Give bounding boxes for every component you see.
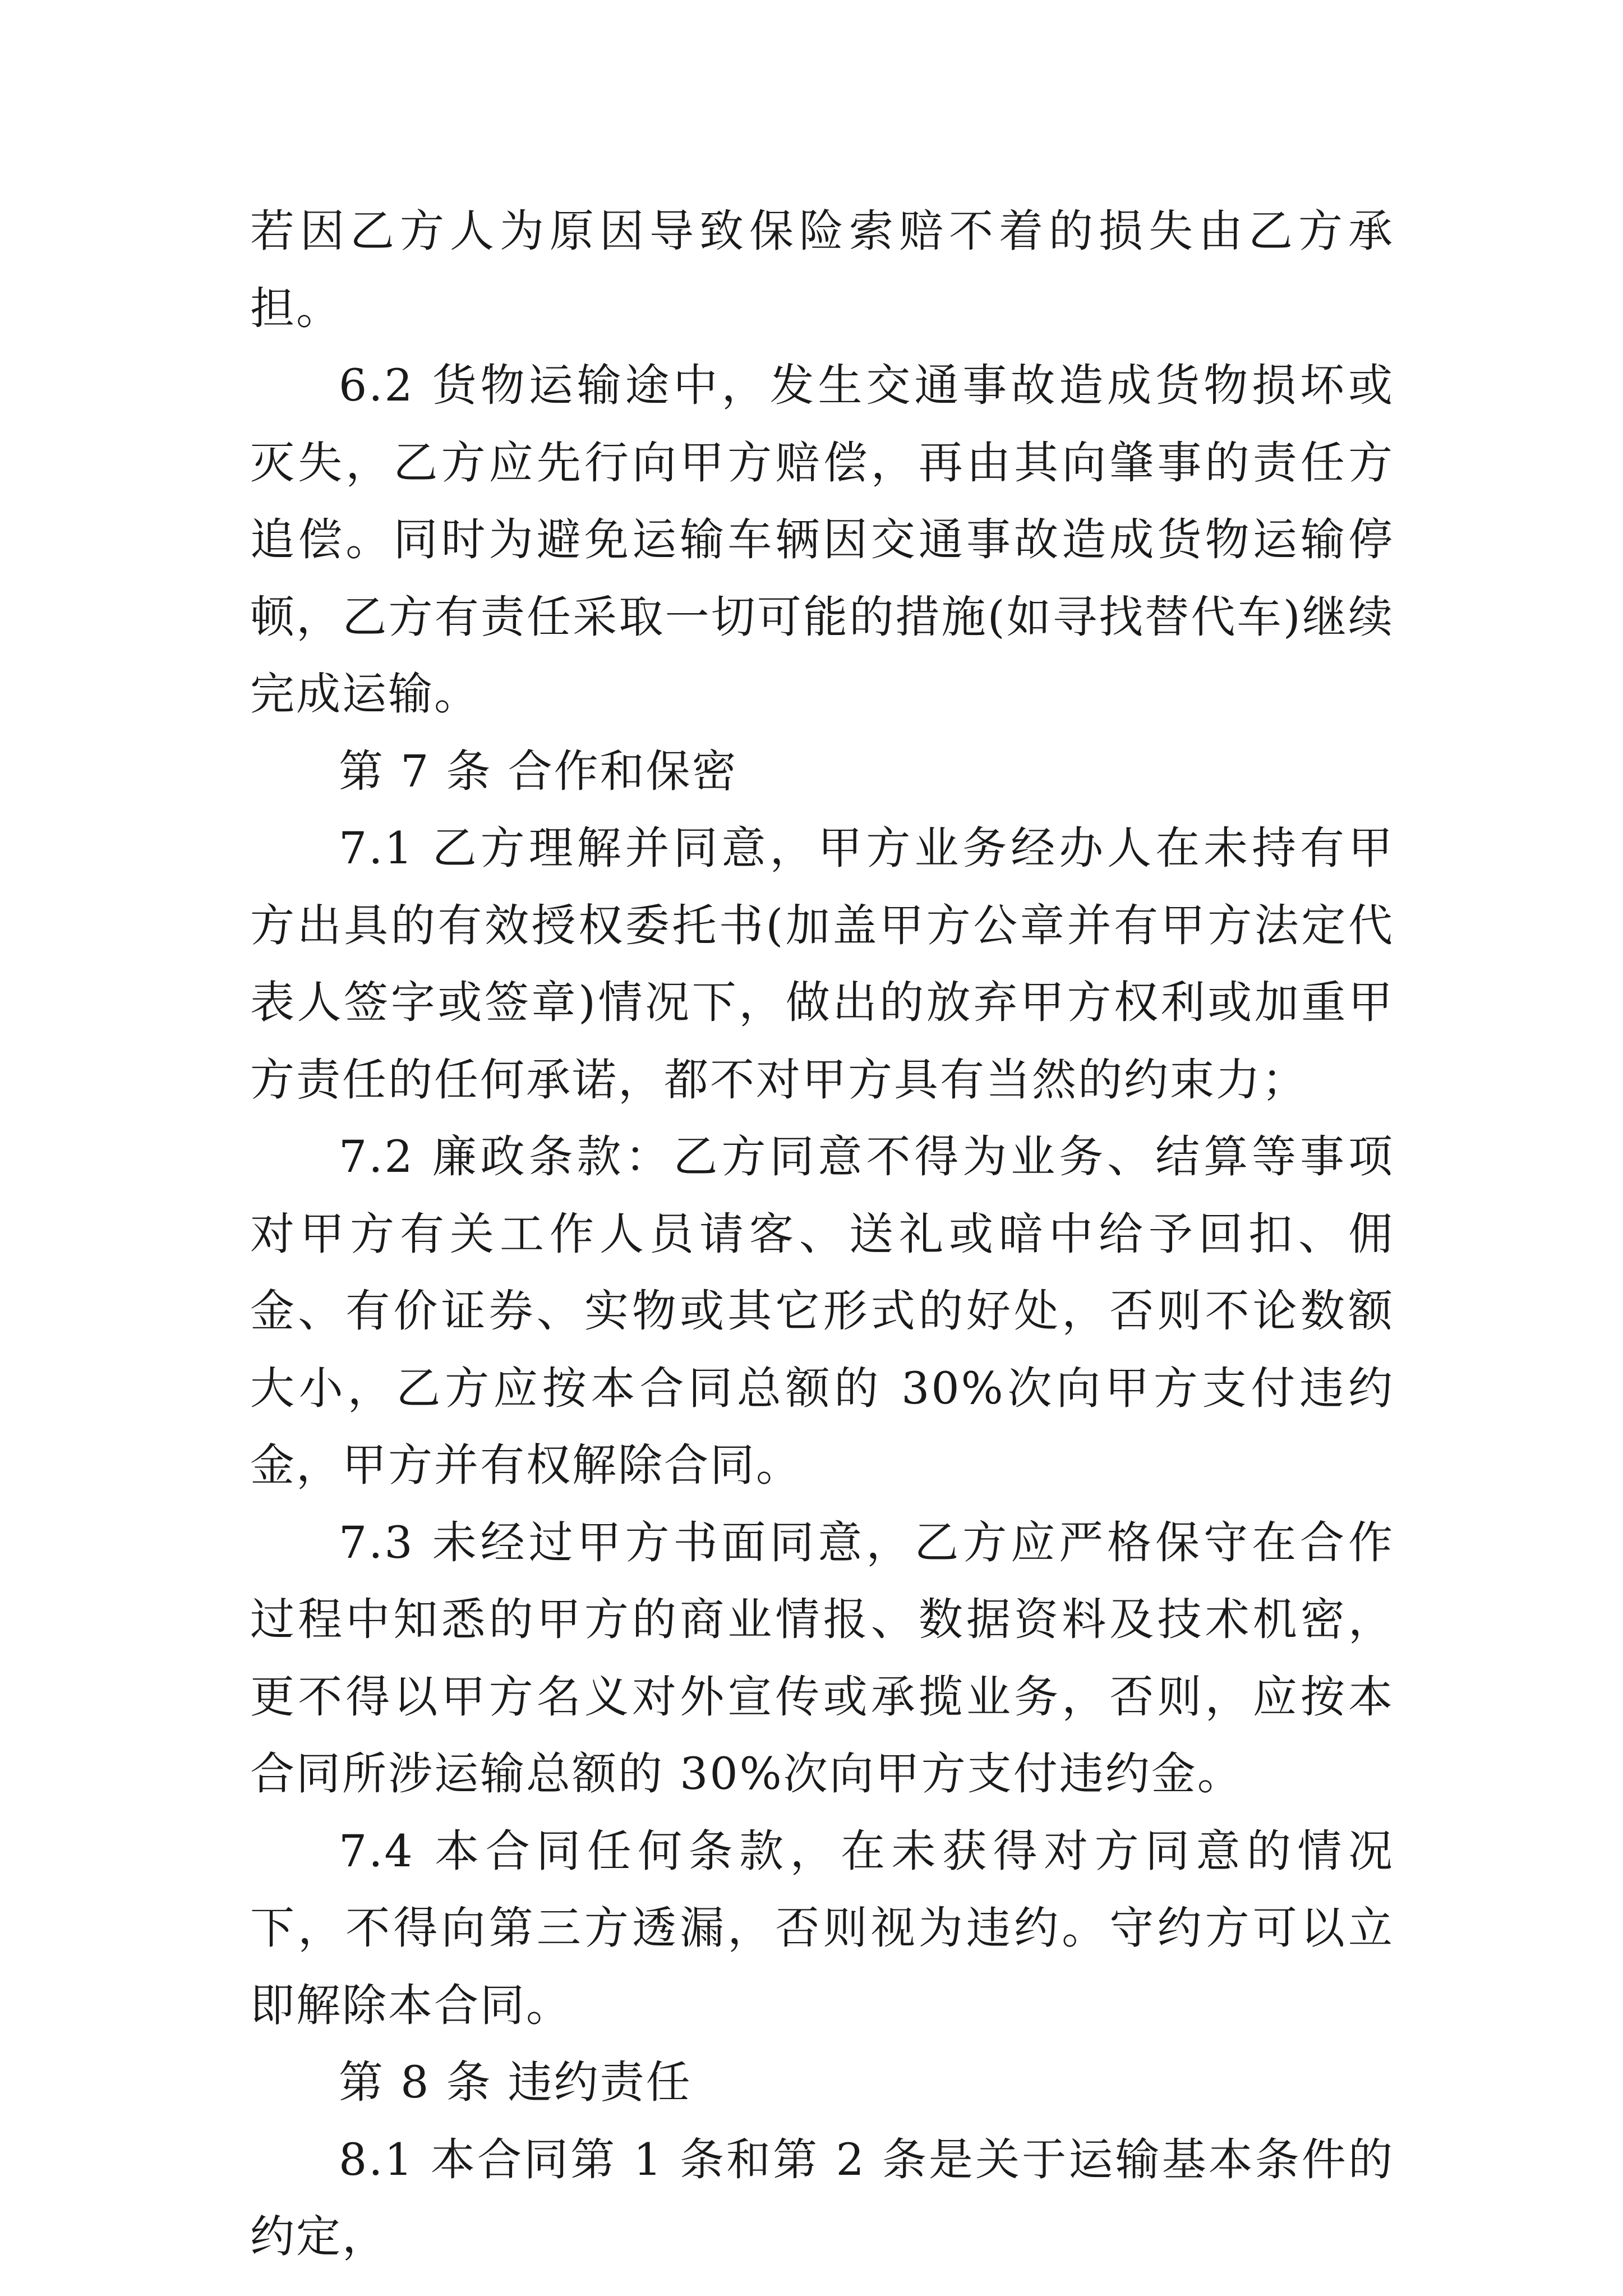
paragraph-clause-8-1: 8.1 本合同第 1 条和第 2 条是关于运输基本条件的约定，	[250, 2133, 1394, 2262]
section-heading-article-7: 第 7 条 合作和保密	[339, 745, 738, 797]
paragraph-insurance-loss: 若因乙方人为原因导致保险索赔不着的损失由乙方承担。	[250, 205, 1394, 334]
paragraph-clause-6-2: 6.2 货物运输途中，发生交通事故造成货物损坏或灭失，乙方应先行向甲方赔偿，再由其向肇事的责任方追偿。同时为避免运输车辆因交通事故造成货物运输停顿，乙方有责任采取一切可能的措施(如寻找替代车)继续完成运输。	[250, 360, 1394, 720]
paragraph-clause-7-1: 7.1 乙方理解并同意，甲方业务经办人在未持有甲方出具的有效授权委托书(加盖甲方公章并有甲方法定代表人签字或签章)情况下，做出的放弃甲方权利或加重甲方责任的任何承诺，都不对甲方具有当然的约束力；	[250, 822, 1394, 1106]
section-heading-article-8: 第 8 条 违约责任	[339, 2056, 692, 2108]
paragraph-clause-7-4: 7.4 本合同任何条款，在未获得对方同意的情况下，不得向第三方透漏，否则视为违约。守约方可以立即解除本合同。	[250, 1825, 1394, 2031]
paragraph-clause-7-2: 7.2 廉政条款：乙方同意不得为业务、结算等事项对甲方有关工作人员请客、送礼或暗中给予回扣、佣金、有价证券、实物或其它形式的好处，否则不论数额大小，乙方应按本合同总额的 30%次向甲方支付违约金，甲方并有权解除合同。	[250, 1131, 1394, 1491]
paragraph-clause-7-3: 7.3 未经过甲方书面同意，乙方应严格保守在合作过程中知悉的甲方的商业情报、数据资料及技术机密，更不得以甲方名义对外宣传或承揽业务，否则，应按本合同所涉运输总额的 30%次向甲方支付违约金。	[250, 1516, 1394, 1800]
document-page	[250, 193, 1394, 2276]
